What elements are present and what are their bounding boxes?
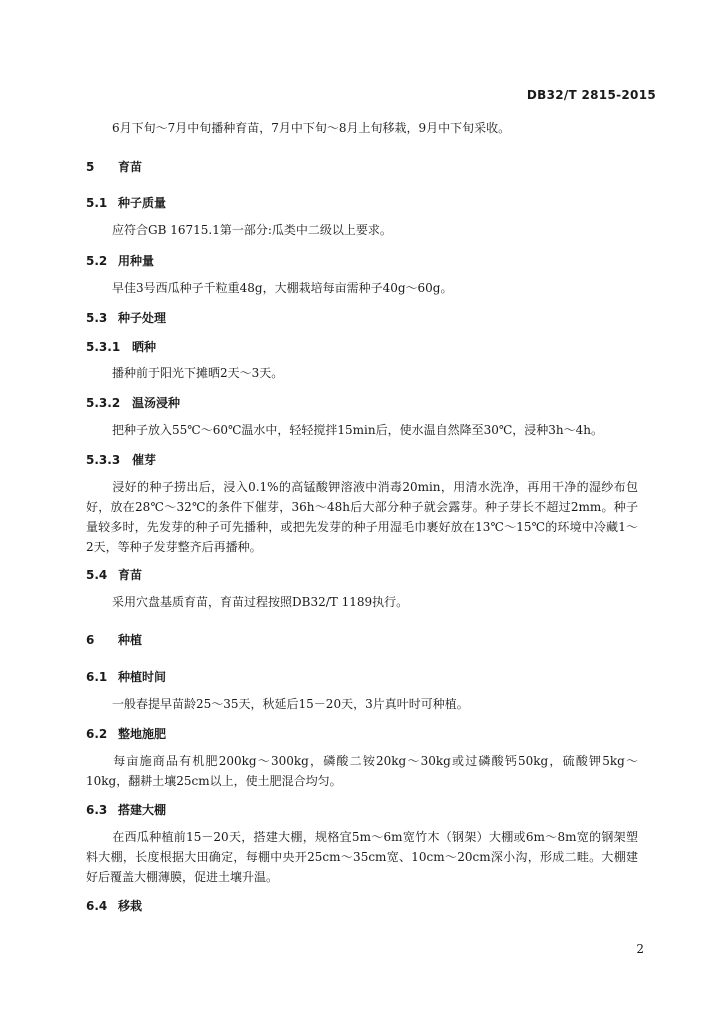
document-code: DB32/T 2815-2015 (526, 88, 656, 102)
paragraph: 6月下旬～7月中旬播种育苗，7月中下旬～8月上旬移栽，9月中下旬采收。 (112, 121, 511, 135)
section-heading-5-3-3: 5.3.3 催芽 (86, 453, 157, 467)
paragraph: 应符合GB 16715.1第一部分:瓜类中二级以上要求。 (112, 223, 392, 237)
section-heading-6-4: 6.4 移栽 (86, 899, 143, 913)
section-heading-5-2: 5.2 用种量 (86, 254, 155, 268)
section-heading-6-1: 6.1 种植时间 (86, 670, 167, 684)
section-heading-5-3-2: 5.3.2 温汤浸种 (86, 396, 181, 410)
page-number: 2 (636, 942, 644, 956)
paragraph: 一般春提早苗龄25～35天，秋延后15－20天，3片真叶时可种植。 (112, 697, 469, 711)
section-heading-6: 6 种植 (86, 633, 143, 647)
section-heading-5: 5 育苗 (86, 160, 143, 174)
paragraph: 采用穴盘基质育苗，育苗过程按照DB32/T 1189执行。 (112, 595, 409, 609)
paragraph: 播种前于阳光下摊晒2天～3天。 (112, 366, 284, 380)
section-heading-5-4: 5.4 育苗 (86, 568, 143, 582)
section-heading-5-3-1: 5.3.1 晒种 (86, 340, 157, 354)
paragraph: 把种子放入55℃～60℃温水中，轻轻搅拌15min后，使水温自然降至30℃，浸种3h～4h。 (112, 423, 604, 437)
section-heading-5-3: 5.3 种子处理 (86, 311, 167, 325)
paragraph: 浸好的种子捞出后，浸入0.1%的高锰酸钾溶液中消毒20min，用清水洗净，再用干净的湿纱布包好，放在28℃～32℃的条件下催芽，36h～48h后大部分种子就会露芽。种子芽长不超过2mm。种子量较多时，先发芽的种子可先播种，或把先发芽的种子用湿毛巾裹好放在13℃～15℃的环境中冷藏1～2天，等种子发芽整齐后再播种。 (86, 480, 638, 554)
paragraph: 每亩施商品有机肥200kg～300kg，磷酸二铵20kg～30kg或过磷酸钙50kg，硫酸钾5kg～10kg，翻耕土壤25cm以上，使土肥混合均匀。 (86, 754, 638, 788)
paragraph: 在西瓜种植前15－20天，搭建大棚，规格宜5m～6m宽竹木（钢架）大棚或6m～8m宽的钢架塑料大棚，长度根据大田确定，每棚中央开25cm～35cm宽、10cm～20cm深小沟，形成二畦。大棚建好后覆盖大棚薄膜，促进土壤升温。 (86, 830, 638, 884)
section-heading-6-3: 6.3 搭建大棚 (86, 803, 167, 817)
paragraph: 早佳3号西瓜种子千粒重48g，大棚栽培每亩需种子40g～60g。 (112, 281, 453, 295)
section-heading-6-2: 6.2 整地施肥 (86, 727, 167, 741)
section-heading-5-1: 5.1 种子质量 (86, 196, 167, 210)
